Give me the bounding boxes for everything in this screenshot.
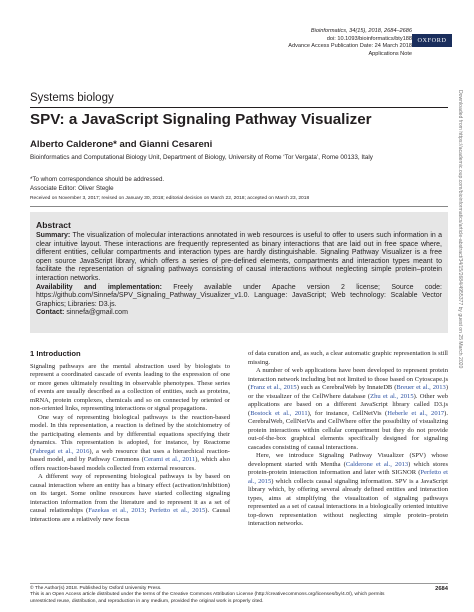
- correspondence-note: *To whom correspondence should be addressed.: [30, 176, 165, 183]
- abstract-divider: [30, 206, 448, 207]
- copyright-notice: © The Author(s) 2018. Published by Oxford University Press.: [30, 586, 162, 591]
- body-paragraph-2: A number of web applications have been developed to represent protein interaction network including but not limited to those based on Cytoscape.js (Franz et al., 2015) such as CerebralWeb by InnateDB (Breuer et al., 2013) or the visualizer of the CellWhere database (Zhu et al., 2015). Other web applications are based on a different JavaScript library called D3.js (Bostock et al., 2011), for instance, CellNetVis (Heberle et al., 2017). CerebralWeb, CellNetVis and CellWhere offer the possibility of visualizing protein interactions within cellular compartment but they do not provide out-of-the-box graphical elements specifically designed for signaling cascades consisting of causal interactions.: [248, 367, 449, 451]
- author-affiliation: Bioinformatics and Computational Biology Unit, Department of Biology, University of Rome ‘Tor Vergata’, Rome 00133, Italy: [30, 154, 373, 161]
- introduction-heading: 1 Introduction: [30, 349, 81, 358]
- citation-link[interactable]: Breuer et al., 2013: [396, 384, 446, 392]
- license-notice: This is an Open Access article distributed under the terms of the Creative Commons Attribution License (http://creativecommons.org/licenses/by/4.0/), which permits unrestricted reuse, distribution, and reproduction in any medium, provided the original work is properly cited.: [30, 592, 385, 604]
- oxford-logo: OXFORD: [412, 34, 452, 47]
- article-type: Applications Note: [368, 50, 412, 57]
- citation-link[interactable]: Bostock et al., 2011: [250, 409, 308, 417]
- intro-paragraph-1: Signaling pathways are the mental abstraction used by biologists to represent a coordinated cascade of events leading to the expression of one or more genes ultimately resulting in observable phenotypes. These series of events are usually described as a collection of entities, such as proteins, mRNA, protein complexes, chemicals and so on connected by oriented or non-oriented links, representing interactions or signal propagations.: [30, 362, 230, 413]
- download-stamp-text: Downloaded from https://academic.oup.com/bioinformatics/article-abstract/34/15/2684/4955377 by guest on 25 March 2020: [457, 90, 463, 369]
- footer-divider: [30, 583, 448, 584]
- abstract-heading: Abstract: [36, 220, 71, 230]
- received-dates: Received on November 3, 2017; revised on January 30, 2018; editorial decision on March 22, 2018; accepted on March 23, 2018: [30, 196, 310, 201]
- citation-link[interactable]: Fazekas et al., 2013: [88, 507, 145, 515]
- citation-link[interactable]: Cerami et al., 2011: [143, 456, 196, 464]
- header-divider: [30, 107, 448, 108]
- contact-label: Contact:: [36, 309, 65, 317]
- journal-citation: Bioinformatics, 34(15), 2018, 2684–2686: [310, 28, 412, 34]
- access-date: Advance Access Publication Date: 24 March 2018: [288, 43, 412, 50]
- page-number: 2684: [435, 586, 448, 592]
- abstract-body: [36, 232, 442, 318]
- body-paragraph-3: Here, we introduce Signaling Pathway Visualizer (SPV) whose development started with Mentha (Calderone et al., 2013) which stores protein-protein interaction information and later with SIGNOR (Perfetto et al., 2015) which collects causal signaling information. SPV is a JavaScript library which, by offering several already defined entities and interaction types, aims at simplifying the visualization of signaling pathways represented as a set of causal interactions in a biologically oriented intuitive top-down representation without neglecting simple protein–protein interaction networks.: [248, 452, 448, 528]
- summary-text: The visualization of molecular interactions annotated in web resources is useful to offer to users such information in a clear intuitive layout. These interactions are frequently represented as binary interactions that are laid out in free space where, different entities, cellular compartments and interaction types are hardly distinguishable. Signaling Pathway Visualizer is a free open source JavaScript library, which offers a series of pre-defined elements, compartments and interaction types meant to facilitate the representation of signaling pathways consisting of causal interactions without neglecting simple protein–protein interaction networks.: [36, 232, 442, 282]
- associate-editor: Associate Editor: Oliver Stegle: [30, 184, 114, 192]
- availability-label: Availability and implementation:: [36, 283, 162, 291]
- author-list: Alberto Calderone* and Gianni Cesareni: [30, 139, 213, 150]
- download-stamp: [458, 90, 468, 560]
- journal-metadata: [288, 28, 412, 58]
- contact-email[interactable]: sinnefa@gmail.com: [64, 309, 128, 317]
- intro-paragraph-3: A different way of representing biological pathways is by based on causal interaction where an entity has a binary effect (activation/inhibition) on its target. Some online resources have started collecting signaling interaction information from the literature and to represent it as a set of causal relationships (Fazekas et al., 2013; Perfetto et al., 2015). Causal interactions are a relatively new focus: [30, 473, 231, 523]
- paper-title: SPV: a JavaScript Signaling Pathway Visualizer: [30, 111, 372, 128]
- citation-link[interactable]: Perfetto et al., 2015: [149, 507, 206, 515]
- intro-paragraph-2: One way of representing biological pathways is the reaction-based model. In this representation, a reaction is defined by the stoichiometry of the participating elements and by differential equations specifying their dynamics. This representation is adopted, for instance, by Reactome (Fabregat et al., 2016), a web resource that uses a hierarchical reaction-based model, and by Pathway Commons (Cerami et al., 2011), which also offers reaction-based models collected from external resources.: [30, 413, 230, 472]
- left-column: [30, 350, 230, 524]
- citation-link[interactable]: Perfetto et al., 2015: [248, 469, 448, 485]
- citation-link[interactable]: Calderone et al., 2013: [345, 460, 409, 468]
- right-column: [248, 350, 448, 529]
- footer-license: [30, 586, 410, 605]
- availability-text[interactable]: Freely available under Apache version 2 license; Source code: https://github.com/Sinnefa/SPV_Signaling_Pathway_Visualizer_v1.0. Language: JavaScript; Web technology: Scalable Vector Graphics; Libraries: D3.js.: [36, 283, 442, 308]
- citation-link[interactable]: Franz et al., 2015: [250, 384, 297, 392]
- section-heading: Systems biology: [30, 92, 114, 104]
- citation-link[interactable]: Zhu et al., 2015: [370, 392, 414, 400]
- summary-label: Summary:: [36, 232, 71, 239]
- citation-link[interactable]: Heberle et al., 2017: [387, 409, 445, 417]
- author-notes: [30, 176, 164, 193]
- citation-link[interactable]: Fabregat et al., 2016: [32, 447, 90, 455]
- doi-link[interactable]: doi: 10.1093/bioinformatics/bty188: [326, 35, 412, 42]
- body-paragraph-1: of data curation and, as such, a clear automatic graphic representation is still missing.: [248, 350, 448, 366]
